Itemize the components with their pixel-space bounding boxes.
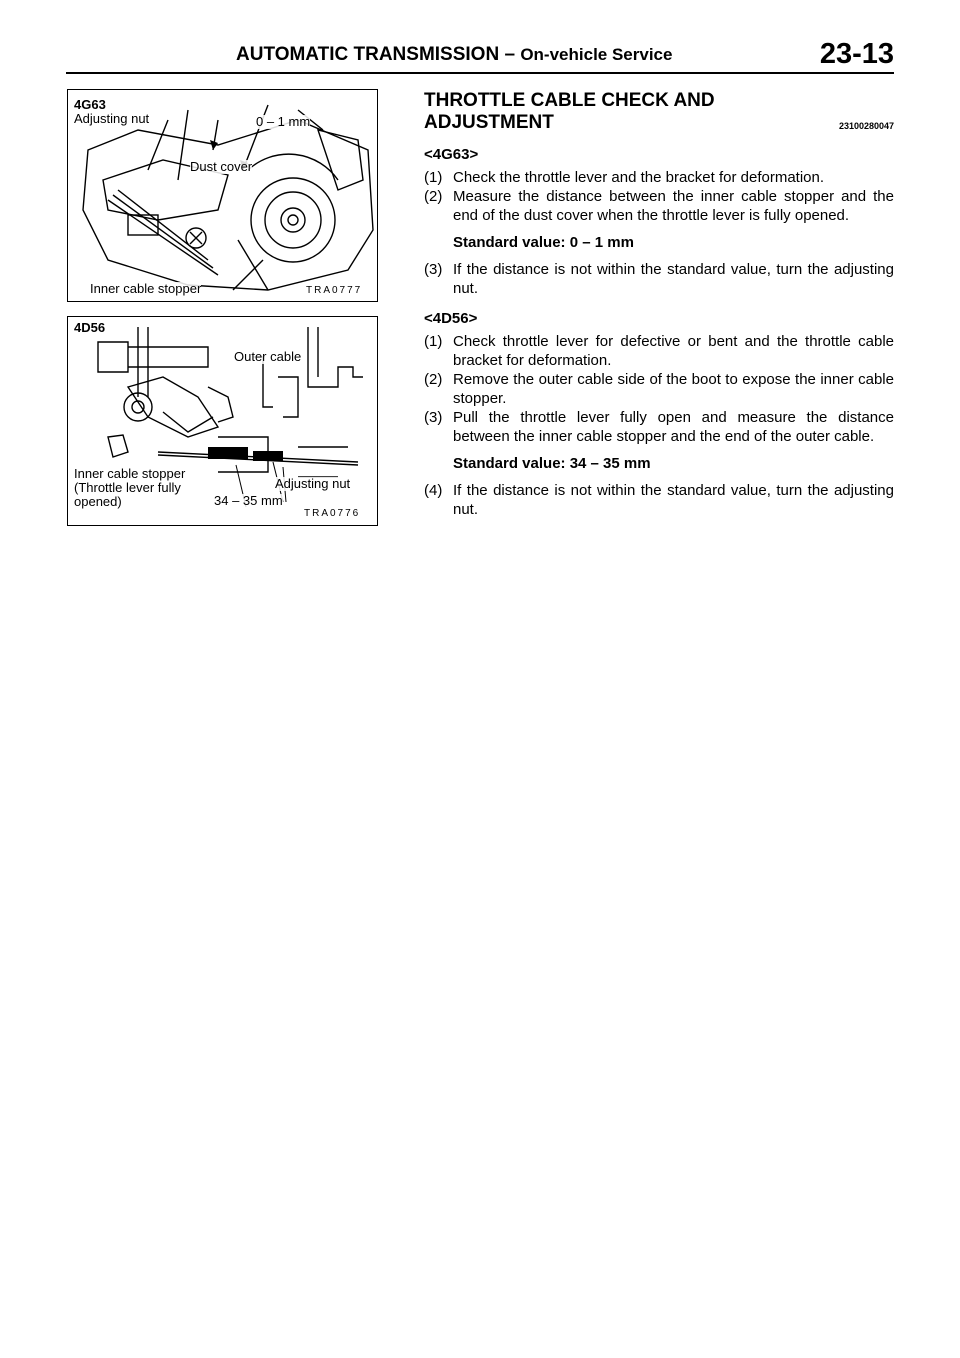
step-number: (1)	[424, 333, 443, 350]
step-text: If the distance is not within the standard value, turn the adjusting nut.	[453, 482, 894, 518]
figure-4g63	[67, 89, 378, 302]
step-text: Measure the distance between the inner cable stopper and the end of the dust cover when the throttle lever is fully opened.	[453, 188, 894, 224]
page-header	[66, 38, 894, 74]
step-number: (4)	[424, 482, 443, 499]
figure2-gap-label: 34 – 35 mm	[214, 493, 283, 508]
part2-step	[424, 332, 894, 370]
step-number: (3)	[424, 261, 443, 278]
step-text: Pull the throttle lever fully open and measure the distance between the inner cable stopper and the end of the outer cable.	[453, 409, 894, 445]
part1-step	[424, 168, 894, 187]
part1-step	[424, 187, 894, 225]
figure2-adjusting-nut-label: Adjusting nut	[275, 476, 351, 491]
step-number: (2)	[424, 371, 443, 388]
figure-4d56	[67, 316, 378, 526]
part2-step	[424, 481, 894, 519]
part1-step	[424, 260, 894, 298]
section-content	[424, 90, 894, 519]
step-number: (2)	[424, 188, 443, 205]
part2-standard-value: Standard value: 34 – 35 mm	[453, 455, 651, 472]
figure1-adjusting-nut-label: Adjusting nut	[74, 111, 150, 126]
figure2-inner-cable-stopper-label: Inner cable stopper	[74, 466, 186, 481]
part2-step	[424, 370, 894, 408]
figure2-throttle-note-2: opened)	[74, 494, 122, 509]
header-separator: –	[504, 44, 516, 65]
part1-standard-value: Standard value: 0 – 1 mm	[453, 234, 634, 251]
figure2-outer-cable-label: Outer cable	[234, 349, 302, 364]
figure1-dust-cover-label: Dust cover	[190, 159, 253, 174]
figure1-code: TRA0777	[306, 285, 363, 296]
step-text: Check throttle lever for defective or bent and the throttle cable bracket for deformation.	[453, 333, 894, 369]
header-subtitle: On-vehicle Service	[520, 45, 673, 64]
step-text: Remove the outer cable side of the boot to expose the inner cable stopper.	[453, 371, 894, 407]
step-number: (1)	[424, 169, 443, 186]
figure2-code: TRA0776	[304, 508, 361, 519]
part1-engine-heading: <4G63>	[424, 146, 479, 163]
figure1-engine-label: 4G63	[74, 97, 106, 112]
part2-step	[424, 408, 894, 446]
section-title-line1: THROTTLE CABLE CHECK AND	[424, 90, 715, 111]
figure1-inner-cable-stopper-label: Inner cable stopper	[90, 281, 202, 296]
figure2-throttle-note-1: (Throttle lever fully	[74, 480, 181, 495]
page-number: 23-13	[819, 38, 894, 70]
figure2-engine-label: 4D56	[74, 320, 106, 335]
header-title	[236, 44, 672, 66]
step-number: (3)	[424, 409, 443, 426]
section-title-block	[424, 90, 894, 134]
part2-engine-heading: <4D56>	[424, 310, 478, 327]
header-main-title: AUTOMATIC TRANSMISSION	[236, 44, 500, 65]
section-code: 23100280047	[838, 121, 894, 131]
step-text: Check the throttle lever and the bracket for deformation.	[453, 169, 825, 186]
section-title-line2: ADJUSTMENT	[424, 112, 554, 133]
figure1-gap-label: 0 – 1 mm	[256, 114, 311, 129]
step-text: If the distance is not within the standard value, turn the adjusting nut.	[453, 261, 894, 297]
